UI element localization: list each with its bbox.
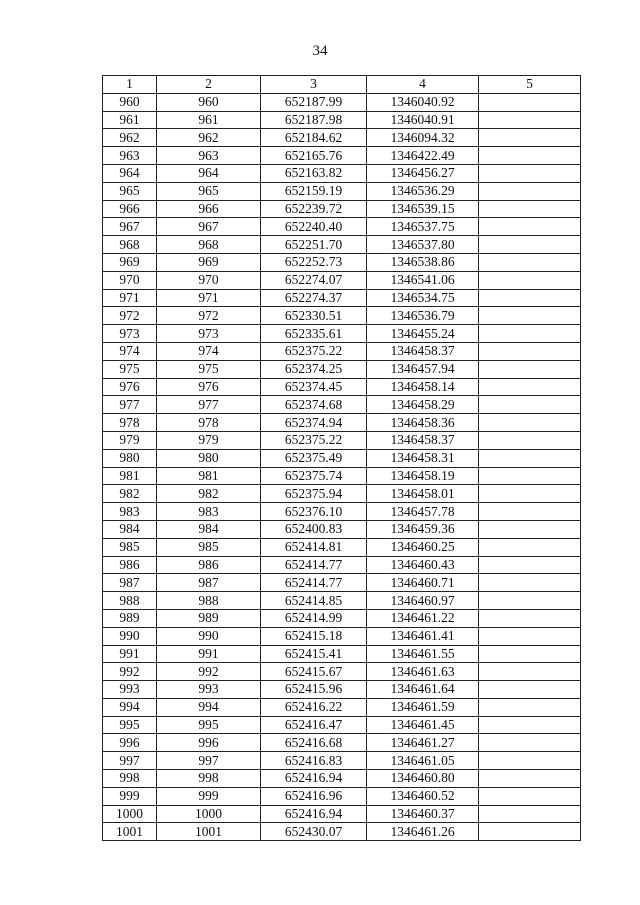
table-cell-note — [479, 698, 581, 716]
table-cell-y-coordinate: 1346458.29 — [367, 396, 479, 414]
table-cell-x-coordinate: 652374.25 — [261, 360, 367, 378]
table-cell-y-coordinate: 1346461.59 — [367, 698, 479, 716]
table-row — [103, 645, 581, 663]
table-cell-note — [479, 307, 581, 325]
table-cell-y-coordinate: 1346460.80 — [367, 770, 479, 788]
table-cell-note — [479, 164, 581, 182]
table-cell-y-coordinate: 1346539.15 — [367, 200, 479, 218]
table-cell-x-coordinate: 652376.10 — [261, 503, 367, 521]
table-cell-point-number: 979 — [103, 431, 157, 449]
table-cell-y-coordinate: 1346537.80 — [367, 236, 479, 254]
table-cell-point-id: 997 — [157, 752, 261, 770]
table-cell-note — [479, 770, 581, 788]
table-cell-y-coordinate: 1346094.32 — [367, 129, 479, 147]
table-cell-note — [479, 609, 581, 627]
table-cell-point-number: 980 — [103, 449, 157, 467]
column-header: 5 — [479, 76, 581, 94]
table-cell-point-id: 982 — [157, 485, 261, 503]
table-cell-point-id: 993 — [157, 681, 261, 699]
table-row — [103, 431, 581, 449]
table-cell-point-id: 998 — [157, 770, 261, 788]
table-cell-note — [479, 574, 581, 592]
table-cell-note — [479, 147, 581, 165]
table-cell-y-coordinate: 1346457.94 — [367, 360, 479, 378]
table-row — [103, 574, 581, 592]
table-cell-note — [479, 627, 581, 645]
table-cell-note — [479, 360, 581, 378]
table-header-row — [103, 76, 581, 94]
table-cell-point-id: 987 — [157, 574, 261, 592]
table-row — [103, 698, 581, 716]
table-cell-point-id: 963 — [157, 147, 261, 165]
table-cell-point-number: 986 — [103, 556, 157, 574]
column-header: 3 — [261, 76, 367, 94]
table-cell-point-number: 999 — [103, 787, 157, 805]
table-cell-y-coordinate: 1346461.26 — [367, 823, 479, 841]
table-cell-point-number: 964 — [103, 164, 157, 182]
table-cell-point-id: 991 — [157, 645, 261, 663]
table-cell-point-id: 962 — [157, 129, 261, 147]
table-cell-y-coordinate: 1346456.27 — [367, 164, 479, 182]
table-cell-point-number: 991 — [103, 645, 157, 663]
table-cell-y-coordinate: 1346459.36 — [367, 520, 479, 538]
table-cell-note — [479, 289, 581, 307]
table-cell-point-id: 971 — [157, 289, 261, 307]
table-cell-y-coordinate: 1346458.14 — [367, 378, 479, 396]
table-cell-point-number: 987 — [103, 574, 157, 592]
table-cell-point-id: 984 — [157, 520, 261, 538]
table-row — [103, 271, 581, 289]
table-cell-note — [479, 218, 581, 236]
table-cell-note — [479, 200, 581, 218]
table-cell-point-id: 999 — [157, 787, 261, 805]
table-cell-point-id: 960 — [157, 93, 261, 111]
table-row — [103, 218, 581, 236]
table-cell-note — [479, 752, 581, 770]
table-row — [103, 182, 581, 200]
table-cell-point-number: 983 — [103, 503, 157, 521]
table-cell-note — [479, 485, 581, 503]
table-cell-point-number: 988 — [103, 592, 157, 610]
table-cell-point-number: 961 — [103, 111, 157, 129]
table-cell-point-number: 993 — [103, 681, 157, 699]
table-cell-note — [479, 805, 581, 823]
table-row — [103, 770, 581, 788]
table-cell-x-coordinate: 652375.22 — [261, 342, 367, 360]
table-row — [103, 734, 581, 752]
table-row — [103, 200, 581, 218]
table-cell-y-coordinate: 1346040.91 — [367, 111, 479, 129]
table-cell-point-id: 1000 — [157, 805, 261, 823]
table-cell-y-coordinate: 1346460.52 — [367, 787, 479, 805]
table-cell-y-coordinate: 1346458.01 — [367, 485, 479, 503]
table-cell-x-coordinate: 652416.96 — [261, 787, 367, 805]
table-cell-x-coordinate: 652416.94 — [261, 805, 367, 823]
table-row — [103, 325, 581, 343]
table-cell-note — [479, 129, 581, 147]
table-cell-point-number: 992 — [103, 663, 157, 681]
table-cell-point-id: 1001 — [157, 823, 261, 841]
page-number: 34 — [312, 43, 328, 59]
table-cell-point-number: 997 — [103, 752, 157, 770]
table-cell-x-coordinate: 652415.41 — [261, 645, 367, 663]
table-cell-point-id: 988 — [157, 592, 261, 610]
table-cell-point-id: 994 — [157, 698, 261, 716]
table-cell-point-id: 990 — [157, 627, 261, 645]
table-cell-y-coordinate: 1346536.79 — [367, 307, 479, 325]
table-cell-point-number: 972 — [103, 307, 157, 325]
table-row — [103, 164, 581, 182]
table-cell-x-coordinate: 652415.18 — [261, 627, 367, 645]
table-cell-y-coordinate: 1346458.37 — [367, 342, 479, 360]
table-cell-y-coordinate: 1346461.27 — [367, 734, 479, 752]
table-cell-note — [479, 431, 581, 449]
table-cell-x-coordinate: 652240.40 — [261, 218, 367, 236]
table-cell-note — [479, 414, 581, 432]
table-cell-point-number: 963 — [103, 147, 157, 165]
table-row — [103, 663, 581, 681]
table-cell-point-number: 984 — [103, 520, 157, 538]
table-cell-point-number: 985 — [103, 538, 157, 556]
column-header: 1 — [103, 76, 157, 94]
table-cell-y-coordinate: 1346458.36 — [367, 414, 479, 432]
table-cell-note — [479, 325, 581, 343]
table-cell-y-coordinate: 1346461.05 — [367, 752, 479, 770]
table-cell-point-number: 989 — [103, 609, 157, 627]
table-cell-x-coordinate: 652252.73 — [261, 253, 367, 271]
table-cell-x-coordinate: 652415.96 — [261, 681, 367, 699]
table-row — [103, 538, 581, 556]
table-cell-point-id: 968 — [157, 236, 261, 254]
table-cell-point-id: 964 — [157, 164, 261, 182]
table-cell-x-coordinate: 652239.72 — [261, 200, 367, 218]
table-cell-point-id: 978 — [157, 414, 261, 432]
table-row — [103, 627, 581, 645]
table-row — [103, 520, 581, 538]
table-cell-point-id: 989 — [157, 609, 261, 627]
table-cell-point-number: 973 — [103, 325, 157, 343]
table-cell-point-id: 975 — [157, 360, 261, 378]
table-cell-point-number: 978 — [103, 414, 157, 432]
table-row — [103, 556, 581, 574]
table-cell-point-number: 968 — [103, 236, 157, 254]
table-cell-note — [479, 645, 581, 663]
table-cell-y-coordinate: 1346461.55 — [367, 645, 479, 663]
table-cell-point-id: 986 — [157, 556, 261, 574]
table-cell-x-coordinate: 652416.94 — [261, 770, 367, 788]
table-cell-point-id: 979 — [157, 431, 261, 449]
table-cell-point-id: 976 — [157, 378, 261, 396]
table-cell-point-number: 1001 — [103, 823, 157, 841]
table-cell-y-coordinate: 1346461.41 — [367, 627, 479, 645]
table-cell-point-id: 985 — [157, 538, 261, 556]
table-cell-y-coordinate: 1346460.25 — [367, 538, 479, 556]
table-cell-note — [479, 787, 581, 805]
table-cell-y-coordinate: 1346040.92 — [367, 93, 479, 111]
table-row — [103, 147, 581, 165]
table-cell-y-coordinate: 1346461.22 — [367, 609, 479, 627]
table-cell-point-id: 974 — [157, 342, 261, 360]
table-cell-y-coordinate: 1346461.63 — [367, 663, 479, 681]
table-cell-note — [479, 823, 581, 841]
table-cell-point-id: 961 — [157, 111, 261, 129]
table-row — [103, 93, 581, 111]
table-cell-point-number: 977 — [103, 396, 157, 414]
table-cell-x-coordinate: 652163.82 — [261, 164, 367, 182]
table-cell-note — [479, 111, 581, 129]
table-cell-x-coordinate: 652274.07 — [261, 271, 367, 289]
table-row — [103, 360, 581, 378]
table-cell-y-coordinate: 1346457.78 — [367, 503, 479, 521]
table-row — [103, 485, 581, 503]
table-cell-x-coordinate: 652415.67 — [261, 663, 367, 681]
table-cell-point-number: 974 — [103, 342, 157, 360]
table-cell-y-coordinate: 1346460.43 — [367, 556, 479, 574]
table-cell-note — [479, 253, 581, 271]
column-header: 4 — [367, 76, 479, 94]
table-row — [103, 716, 581, 734]
table-cell-point-id: 967 — [157, 218, 261, 236]
table-cell-x-coordinate: 652374.94 — [261, 414, 367, 432]
table-cell-point-number: 960 — [103, 93, 157, 111]
table-cell-point-id: 969 — [157, 253, 261, 271]
table-cell-point-id: 995 — [157, 716, 261, 734]
table-cell-x-coordinate: 652414.77 — [261, 574, 367, 592]
table-cell-point-number: 982 — [103, 485, 157, 503]
table-body — [103, 93, 581, 840]
table-cell-note — [479, 182, 581, 200]
table-row — [103, 787, 581, 805]
table-row — [103, 307, 581, 325]
table-cell-point-number: 998 — [103, 770, 157, 788]
coordinates-table — [102, 75, 581, 841]
table-cell-y-coordinate: 1346536.29 — [367, 182, 479, 200]
table-cell-note — [479, 93, 581, 111]
table-cell-point-id: 996 — [157, 734, 261, 752]
table-cell-x-coordinate: 652414.85 — [261, 592, 367, 610]
table-cell-point-id: 992 — [157, 663, 261, 681]
table-cell-point-number: 994 — [103, 698, 157, 716]
table-cell-note — [479, 396, 581, 414]
table-cell-note — [479, 556, 581, 574]
table-cell-point-id: 980 — [157, 449, 261, 467]
table-row — [103, 805, 581, 823]
table-row — [103, 289, 581, 307]
table-cell-x-coordinate: 652414.81 — [261, 538, 367, 556]
table-cell-note — [479, 663, 581, 681]
table-cell-note — [479, 378, 581, 396]
table-cell-x-coordinate: 652416.83 — [261, 752, 367, 770]
table-cell-note — [479, 467, 581, 485]
table-cell-x-coordinate: 652416.68 — [261, 734, 367, 752]
table-cell-point-id: 972 — [157, 307, 261, 325]
table-cell-x-coordinate: 652335.61 — [261, 325, 367, 343]
table-cell-point-id: 965 — [157, 182, 261, 200]
table-cell-note — [479, 236, 581, 254]
table-cell-point-id: 973 — [157, 325, 261, 343]
table-cell-x-coordinate: 652400.83 — [261, 520, 367, 538]
table-cell-y-coordinate: 1346541.06 — [367, 271, 479, 289]
table-cell-point-number: 965 — [103, 182, 157, 200]
table-row — [103, 681, 581, 699]
table-cell-x-coordinate: 652375.94 — [261, 485, 367, 503]
table-cell-note — [479, 592, 581, 610]
table-row — [103, 396, 581, 414]
table-row — [103, 752, 581, 770]
table-row — [103, 253, 581, 271]
table-cell-x-coordinate: 652159.19 — [261, 182, 367, 200]
table-cell-point-id: 966 — [157, 200, 261, 218]
table-cell-x-coordinate: 652165.76 — [261, 147, 367, 165]
table-cell-y-coordinate: 1346538.86 — [367, 253, 479, 271]
table-cell-y-coordinate: 1346460.97 — [367, 592, 479, 610]
table-cell-note — [479, 538, 581, 556]
table-cell-note — [479, 503, 581, 521]
table-cell-point-number: 976 — [103, 378, 157, 396]
table-cell-x-coordinate: 652375.74 — [261, 467, 367, 485]
table-cell-y-coordinate: 1346458.19 — [367, 467, 479, 485]
table-cell-point-number: 967 — [103, 218, 157, 236]
table-cell-point-id: 970 — [157, 271, 261, 289]
table-cell-x-coordinate: 652430.07 — [261, 823, 367, 841]
table-cell-y-coordinate: 1346455.24 — [367, 325, 479, 343]
table-cell-note — [479, 449, 581, 467]
table-row — [103, 449, 581, 467]
column-header: 2 — [157, 76, 261, 94]
table-row — [103, 609, 581, 627]
table-cell-y-coordinate: 1346458.37 — [367, 431, 479, 449]
table-cell-point-id: 983 — [157, 503, 261, 521]
table-cell-point-number: 971 — [103, 289, 157, 307]
table-cell-note — [479, 716, 581, 734]
table-cell-note — [479, 734, 581, 752]
table-cell-point-number: 995 — [103, 716, 157, 734]
table-cell-x-coordinate: 652374.45 — [261, 378, 367, 396]
table-cell-point-number: 969 — [103, 253, 157, 271]
table-cell-y-coordinate: 1346422.49 — [367, 147, 479, 165]
table-row — [103, 414, 581, 432]
table-cell-x-coordinate: 652375.22 — [261, 431, 367, 449]
table-cell-y-coordinate: 1346461.45 — [367, 716, 479, 734]
table-cell-y-coordinate: 1346534.75 — [367, 289, 479, 307]
table-cell-point-number: 990 — [103, 627, 157, 645]
table-cell-x-coordinate: 652414.77 — [261, 556, 367, 574]
table-cell-x-coordinate: 652251.70 — [261, 236, 367, 254]
table-row — [103, 503, 581, 521]
table-cell-x-coordinate: 652374.68 — [261, 396, 367, 414]
table-cell-x-coordinate: 652414.99 — [261, 609, 367, 627]
table-cell-x-coordinate: 652274.37 — [261, 289, 367, 307]
table-row — [103, 342, 581, 360]
table-cell-x-coordinate: 652187.98 — [261, 111, 367, 129]
table-row — [103, 111, 581, 129]
table-row — [103, 236, 581, 254]
table-cell-y-coordinate: 1346458.31 — [367, 449, 479, 467]
table-cell-point-number: 966 — [103, 200, 157, 218]
table-cell-point-id: 981 — [157, 467, 261, 485]
table-cell-x-coordinate: 652184.62 — [261, 129, 367, 147]
table-row — [103, 467, 581, 485]
table-cell-y-coordinate: 1346460.37 — [367, 805, 479, 823]
table-cell-point-number: 996 — [103, 734, 157, 752]
table-cell-point-number: 975 — [103, 360, 157, 378]
table-cell-point-id: 977 — [157, 396, 261, 414]
table-cell-note — [479, 681, 581, 699]
table-row — [103, 129, 581, 147]
table-cell-y-coordinate: 1346461.64 — [367, 681, 479, 699]
table-cell-y-coordinate: 1346460.71 — [367, 574, 479, 592]
table-cell-x-coordinate: 652330.51 — [261, 307, 367, 325]
table-row — [103, 592, 581, 610]
table-cell-y-coordinate: 1346537.75 — [367, 218, 479, 236]
table-cell-x-coordinate: 652416.22 — [261, 698, 367, 716]
table-row — [103, 823, 581, 841]
table-cell-point-number: 962 — [103, 129, 157, 147]
table-row — [103, 378, 581, 396]
table-cell-x-coordinate: 652187.99 — [261, 93, 367, 111]
table-cell-x-coordinate: 652375.49 — [261, 449, 367, 467]
table-cell-x-coordinate: 652416.47 — [261, 716, 367, 734]
table-cell-point-number: 970 — [103, 271, 157, 289]
table-cell-point-number: 1000 — [103, 805, 157, 823]
table-cell-note — [479, 342, 581, 360]
table-cell-note — [479, 520, 581, 538]
table-cell-note — [479, 271, 581, 289]
table-cell-point-number: 981 — [103, 467, 157, 485]
